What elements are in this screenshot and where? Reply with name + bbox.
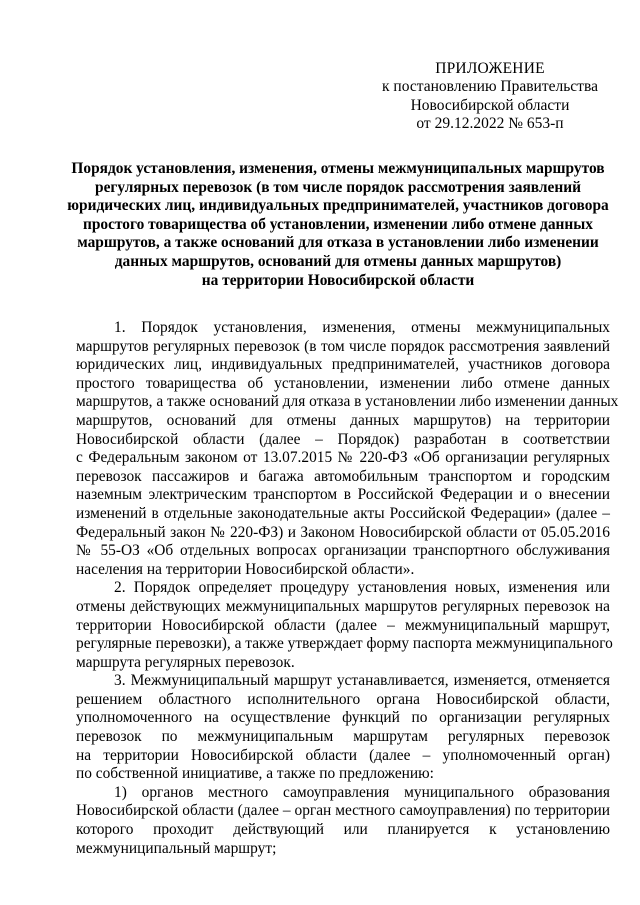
title-line: юридических лиц, индивидуальных предпринимателей, участников договора	[67, 197, 609, 215]
paragraph-4	[76, 784, 610, 858]
paragraph-line: маршрутов, оснований для отмены данных маршрутов) на территории	[76, 411, 610, 429]
paragraph-line: простого товарищества об установлении, изменении либо отмене данных	[76, 374, 610, 392]
paragraph-line: 1) органов местного самоуправления муниципального образования	[114, 783, 610, 801]
paragraph-line: Новосибирской области (далее – Порядок) разработан в соответствии	[76, 430, 610, 448]
paragraph-line: 2. Порядок определяет процедуру установления новых, изменения или	[114, 579, 610, 597]
paragraph-line: Федеральный закон № 220-ФЗ) и Законом Новосибирской области от 05.05.2016	[76, 523, 610, 541]
paragraph-line: которого проходит действующий или планируется к установлению	[76, 821, 610, 839]
title-line: на территории Новосибирской области	[201, 271, 475, 289]
paragraph-line: маршрутов, а также оснований для отказа в установлении либо изменении данных	[76, 393, 619, 411]
paragraph-1	[76, 319, 619, 579]
appendix-line-2: Новосибирской области	[410, 96, 570, 114]
paragraph-3	[76, 672, 610, 784]
paragraph-line: на территории Новосибирской области (далее – уполномоченный орган)	[76, 746, 610, 764]
paragraph-line: маршрута регулярных перевозок.	[76, 653, 295, 671]
paragraph-line: юридических лиц, индивидуальных предпринимателей, участников договора	[76, 356, 610, 374]
paragraph-line: по собственной инициативе, а также по предложению:	[76, 765, 434, 783]
paragraph-line: 1. Порядок установления, изменения, отмены межмуниципальных	[114, 319, 610, 336]
title-line: регулярных перевозок (в том числе порядок рассмотрения заявлений	[95, 178, 581, 196]
paragraph-line: межмуниципальный маршрут;	[76, 839, 277, 857]
document-title	[64, 160, 612, 290]
paragraph-line: населения на территории Новосибирской области».	[76, 560, 415, 578]
document-body	[76, 319, 619, 858]
appendix-header	[380, 60, 600, 134]
paragraph-line: территории Новосибирской области (далее – межмуниципальный маршрут,	[76, 616, 610, 634]
paragraph-line: отмены действующих межмуниципальных маршрутов регулярных перевозок на	[76, 597, 610, 615]
paragraph-line: перевозок по межмуниципальным маршрутам регулярных перевозок	[76, 728, 610, 746]
paragraph-line: Новосибирской области (далее – орган местного самоуправления) по территории	[76, 802, 610, 820]
paragraph-line: № 55-ОЗ «Об отдельных вопросах организации транспортного обслуживания	[76, 542, 610, 560]
title-line: данных маршрутов, оснований для отмены данных маршрутов)	[114, 252, 562, 270]
paragraph-line: 3. Межмуниципальный маршрут устанавливается, изменяется, отменяется	[114, 672, 610, 690]
paragraph-line: уполномоченного на осуществление функций по организации регулярных	[76, 709, 610, 727]
paragraph-line: регулярные перевозки), а также утверждает форму паспорта межмуниципального	[76, 635, 613, 653]
paragraph-line: решением областного исполнительного органа Новосибирской области,	[76, 690, 610, 708]
appendix-line-1: к постановлению Правительства	[382, 78, 598, 96]
title-line: Порядок установления, изменения, отмены межмуниципальных маршрутов	[71, 160, 605, 177]
paragraph-2	[76, 579, 613, 672]
title-line: простого товарищества об установлении, изменении либо отмене данных	[83, 215, 593, 233]
paragraph-line: перевозок пассажиров и багажа автомобильным транспортом и городским	[76, 467, 610, 485]
appendix-title: ПРИЛОЖЕНИЕ	[435, 60, 545, 77]
paragraph-line: наземным электрическим транспортом в Российской Федерации и о внесении	[76, 486, 610, 504]
paragraph-line: с Федеральным законом от 13.07.2015 № 220-ФЗ «Об организации регулярных	[76, 449, 610, 467]
appendix-line-3: от 29.12.2022 № 653-п	[416, 115, 564, 133]
title-line: маршрутов, а также оснований для отказа в установлении либо изменении	[77, 234, 599, 252]
paragraph-line: маршрутов регулярных перевозок (в том числе порядок рассмотрения заявлений	[76, 337, 610, 355]
paragraph-line: изменений в отдельные законодательные акты Российской Федерации» (далее –	[76, 504, 610, 522]
